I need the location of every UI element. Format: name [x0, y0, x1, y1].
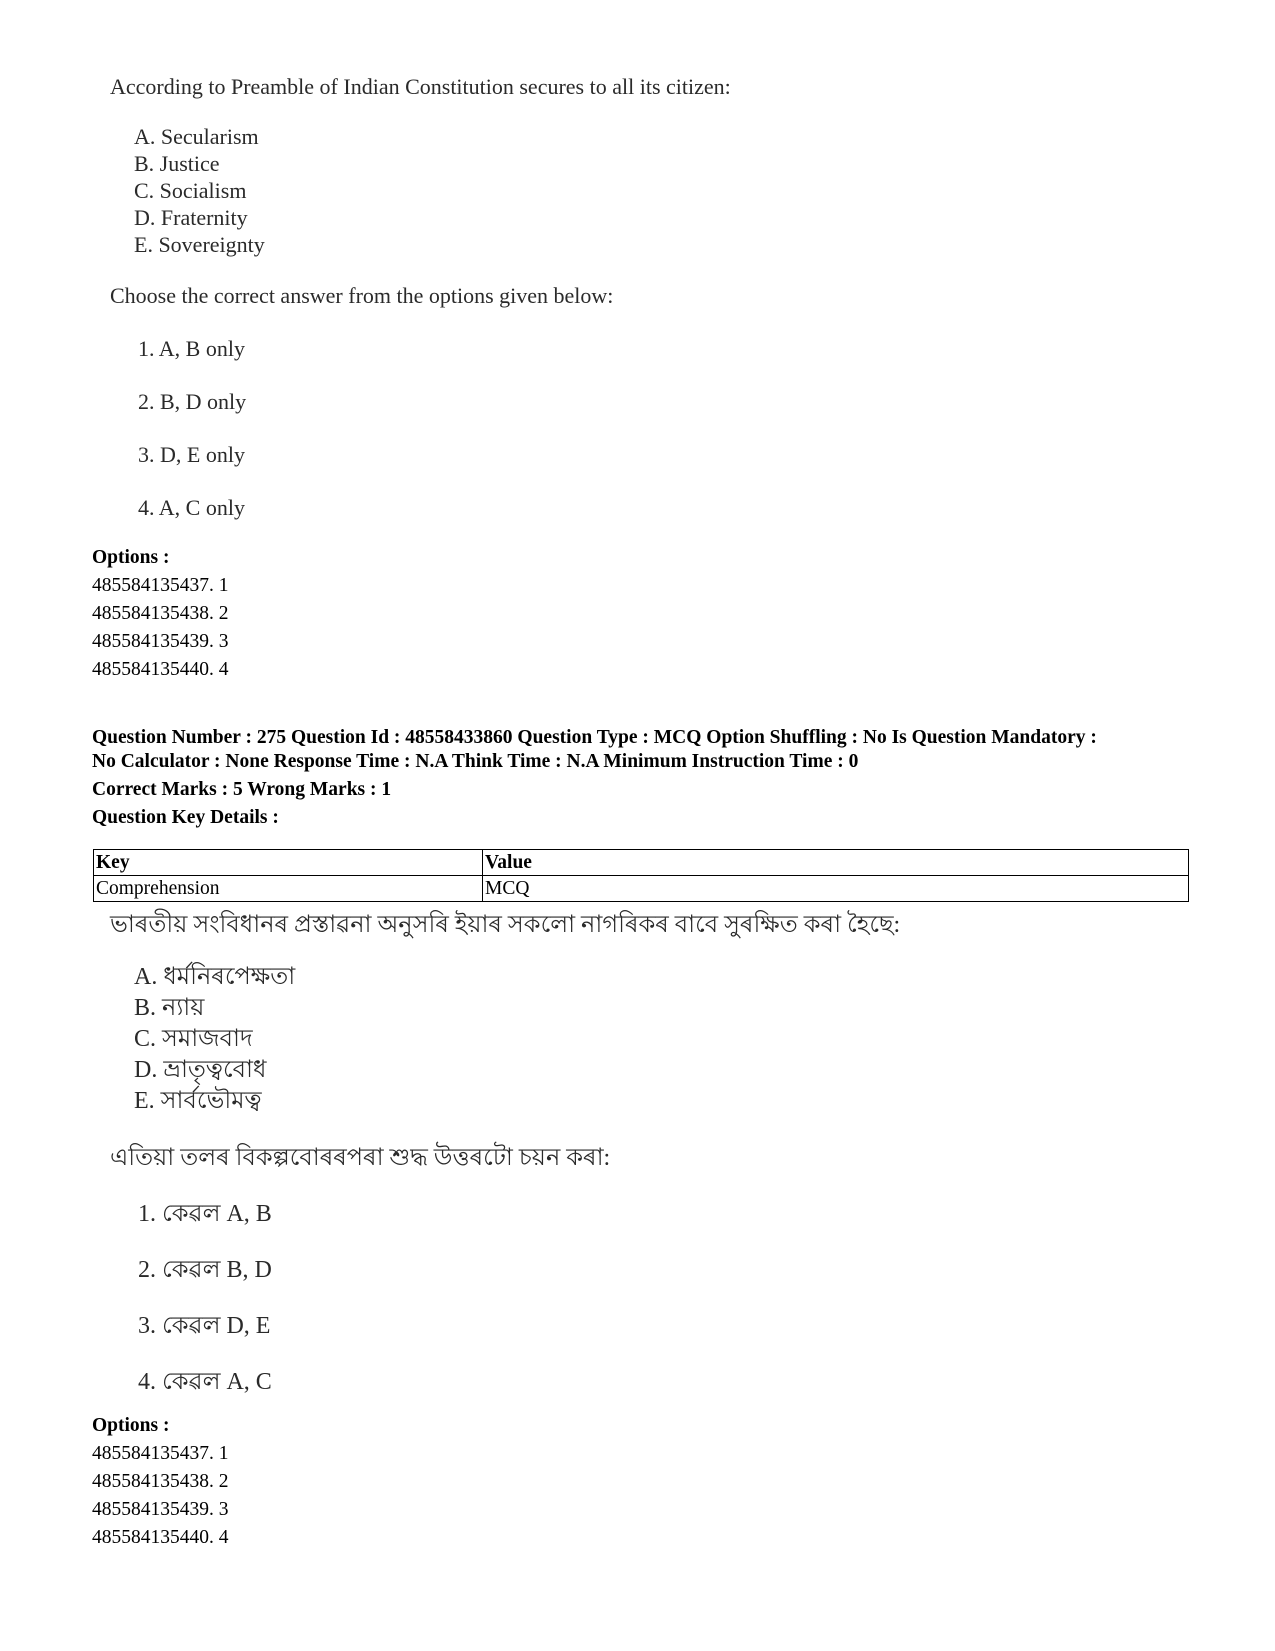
answer-choice: 2. কেৱল B, D	[138, 1257, 272, 1283]
table-header-row	[94, 850, 1189, 876]
table-cell: Comprehension	[94, 876, 483, 902]
table-cell: MCQ	[483, 876, 1189, 902]
question-instruction-assamese: এতিয়া তলৰ বিকল্পবোৰৰপৰা শুদ্ধ উত্তৰটো চয়ন কৰা:	[110, 1145, 611, 1171]
option-line: 485584135440. 4	[92, 659, 229, 680]
answer-choice: 3. কেৱল D, E	[138, 1313, 271, 1339]
question-stem-assamese: ভাৰতীয় সংবিধানৰ প্ৰস্তাৱনা অনুসৰি ইয়াৰ সকলো নাগৰিকৰ বাবে সুৰক্ষিত কৰা হৈছে:	[110, 912, 901, 938]
marks-line: Correct Marks : 5 Wrong Marks : 1	[92, 779, 392, 800]
question-instruction-english: Choose the correct answer from the options given below:	[110, 283, 614, 308]
statement-item: A. Secularism	[134, 124, 259, 149]
answer-choice: 1. কেৱল A, B	[138, 1201, 272, 1227]
option-line: 485584135439. 3	[92, 631, 229, 652]
key-details-heading: Question Key Details :	[92, 807, 279, 828]
statement-item: E. সাৰ্বভৌমত্ব	[134, 1088, 262, 1114]
statement-item: A. ধৰ্মনিৰপেক্ষতা	[134, 964, 296, 990]
question-key-table	[93, 849, 1189, 902]
statement-item: C. Socialism	[134, 178, 247, 203]
answer-choice: 4. কেৱল A, C	[138, 1369, 272, 1395]
option-line: 485584135440. 4	[92, 1527, 229, 1548]
table-header-key: Key	[94, 850, 483, 876]
question-meta-line: No Calculator : None Response Time : N.A Think Time : N.A Minimum Instruction Time : 0	[92, 751, 859, 772]
question-meta-line: Question Number : 275 Question Id : 48558433860 Question Type : MCQ Option Shuffling : No Is Question Mandatory :	[92, 727, 1097, 748]
option-line: 485584135439. 3	[92, 1499, 229, 1520]
answer-choice: 4. A, C only	[138, 495, 245, 520]
answer-choice: 1. A, B only	[138, 336, 245, 361]
table-header-value: Value	[483, 850, 1189, 876]
table-row	[94, 876, 1189, 902]
options-heading: Options :	[92, 1415, 170, 1436]
options-heading: Options :	[92, 547, 170, 568]
statement-item: B. Justice	[134, 151, 220, 176]
question-stem-english: According to Preamble of Indian Constitution secures to all its citizen:	[110, 74, 731, 99]
statement-item: B. ন্যায়	[134, 995, 205, 1021]
option-line: 485584135438. 2	[92, 603, 229, 624]
answer-choice: 2. B, D only	[138, 389, 247, 414]
answer-choice: 3. D, E only	[138, 442, 245, 467]
option-line: 485584135437. 1	[92, 1443, 229, 1464]
statement-item: C. সমাজবাদ	[134, 1026, 253, 1052]
option-line: 485584135438. 2	[92, 1471, 229, 1492]
statement-item: D. ভ্ৰাতৃত্ববোধ	[134, 1057, 267, 1083]
statement-item: E. Sovereignty	[134, 232, 265, 257]
option-line: 485584135437. 1	[92, 575, 229, 596]
statement-item: D. Fraternity	[134, 205, 248, 230]
